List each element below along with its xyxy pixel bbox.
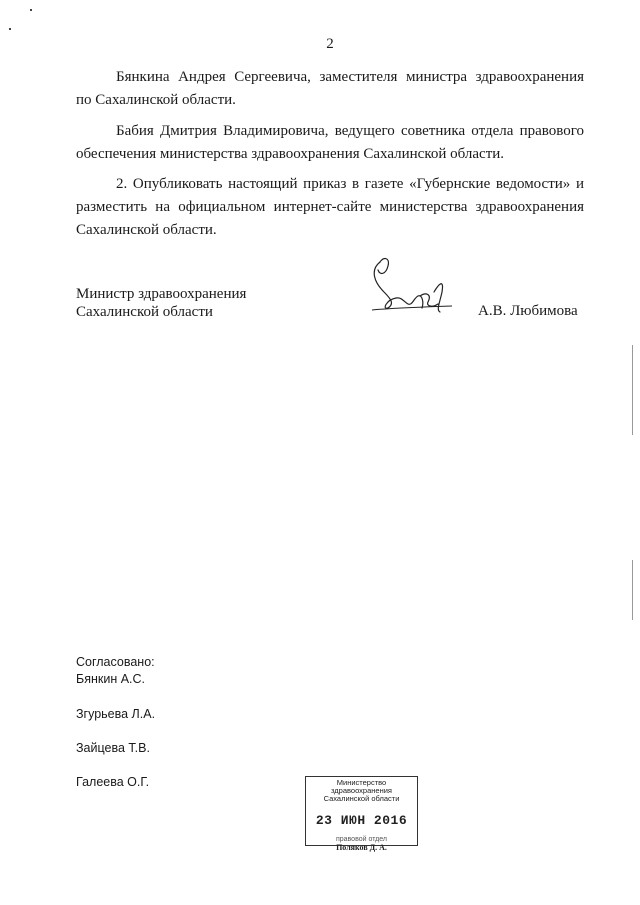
paragraph-publication-order bbox=[76, 173, 584, 242]
paragraph-line: обеспечения министерства здравоохранения Сахалинской области. bbox=[76, 146, 505, 162]
approval-name: Згурьева Л.А. bbox=[76, 707, 156, 721]
scan-speck bbox=[632, 560, 633, 620]
stamp-date: 23 ИЮН 2016 bbox=[315, 813, 408, 828]
stamp-person: Поляков Д. А. bbox=[336, 843, 387, 852]
handwritten-signature-icon bbox=[362, 252, 462, 322]
signatory-position bbox=[76, 285, 246, 321]
paragraph-line: 2. Опубликовать настоящий приказ в газете «Губернские ведомости» и bbox=[116, 176, 584, 192]
paragraph-line: разместить на официальном интернет-сайте министерства здравоохранения bbox=[76, 199, 584, 215]
scan-speck bbox=[632, 345, 633, 435]
signatory-position-line: Сахалинской области bbox=[76, 304, 213, 320]
paragraph-appointee-1 bbox=[76, 66, 584, 112]
approval-name: Галеева О.Г. bbox=[76, 775, 150, 789]
paragraph-line: Сахалинской области. bbox=[76, 222, 217, 238]
signatory-name: А.В. Любимова bbox=[478, 303, 578, 319]
scan-speck bbox=[9, 28, 11, 30]
stamp-department: правовой отдел bbox=[335, 836, 388, 843]
paragraph-line: Бянкина Андрея Сергеевича, заместителя министра здравоохранения bbox=[116, 69, 584, 85]
stamp-org-line: Сахалинской области bbox=[323, 794, 400, 803]
scan-speck bbox=[30, 9, 32, 11]
approval-name: Зайцева Т.В. bbox=[76, 741, 150, 755]
paragraph-line: по Сахалинской области. bbox=[76, 92, 236, 108]
paragraph-line: Бабия Дмитрия Владимировича, ведущего советника отдела правового bbox=[116, 123, 584, 139]
approvals-title: Согласовано: bbox=[76, 655, 155, 669]
approval-name: Бянкин А.С. bbox=[76, 672, 146, 686]
stamp-org-line: Министерство здравоохранения bbox=[331, 778, 392, 795]
registration-stamp bbox=[305, 776, 418, 852]
signatory-position-line: Министр здравоохранения bbox=[76, 286, 247, 302]
page-number: 2 bbox=[326, 36, 334, 52]
paragraph-appointee-2 bbox=[76, 120, 584, 166]
